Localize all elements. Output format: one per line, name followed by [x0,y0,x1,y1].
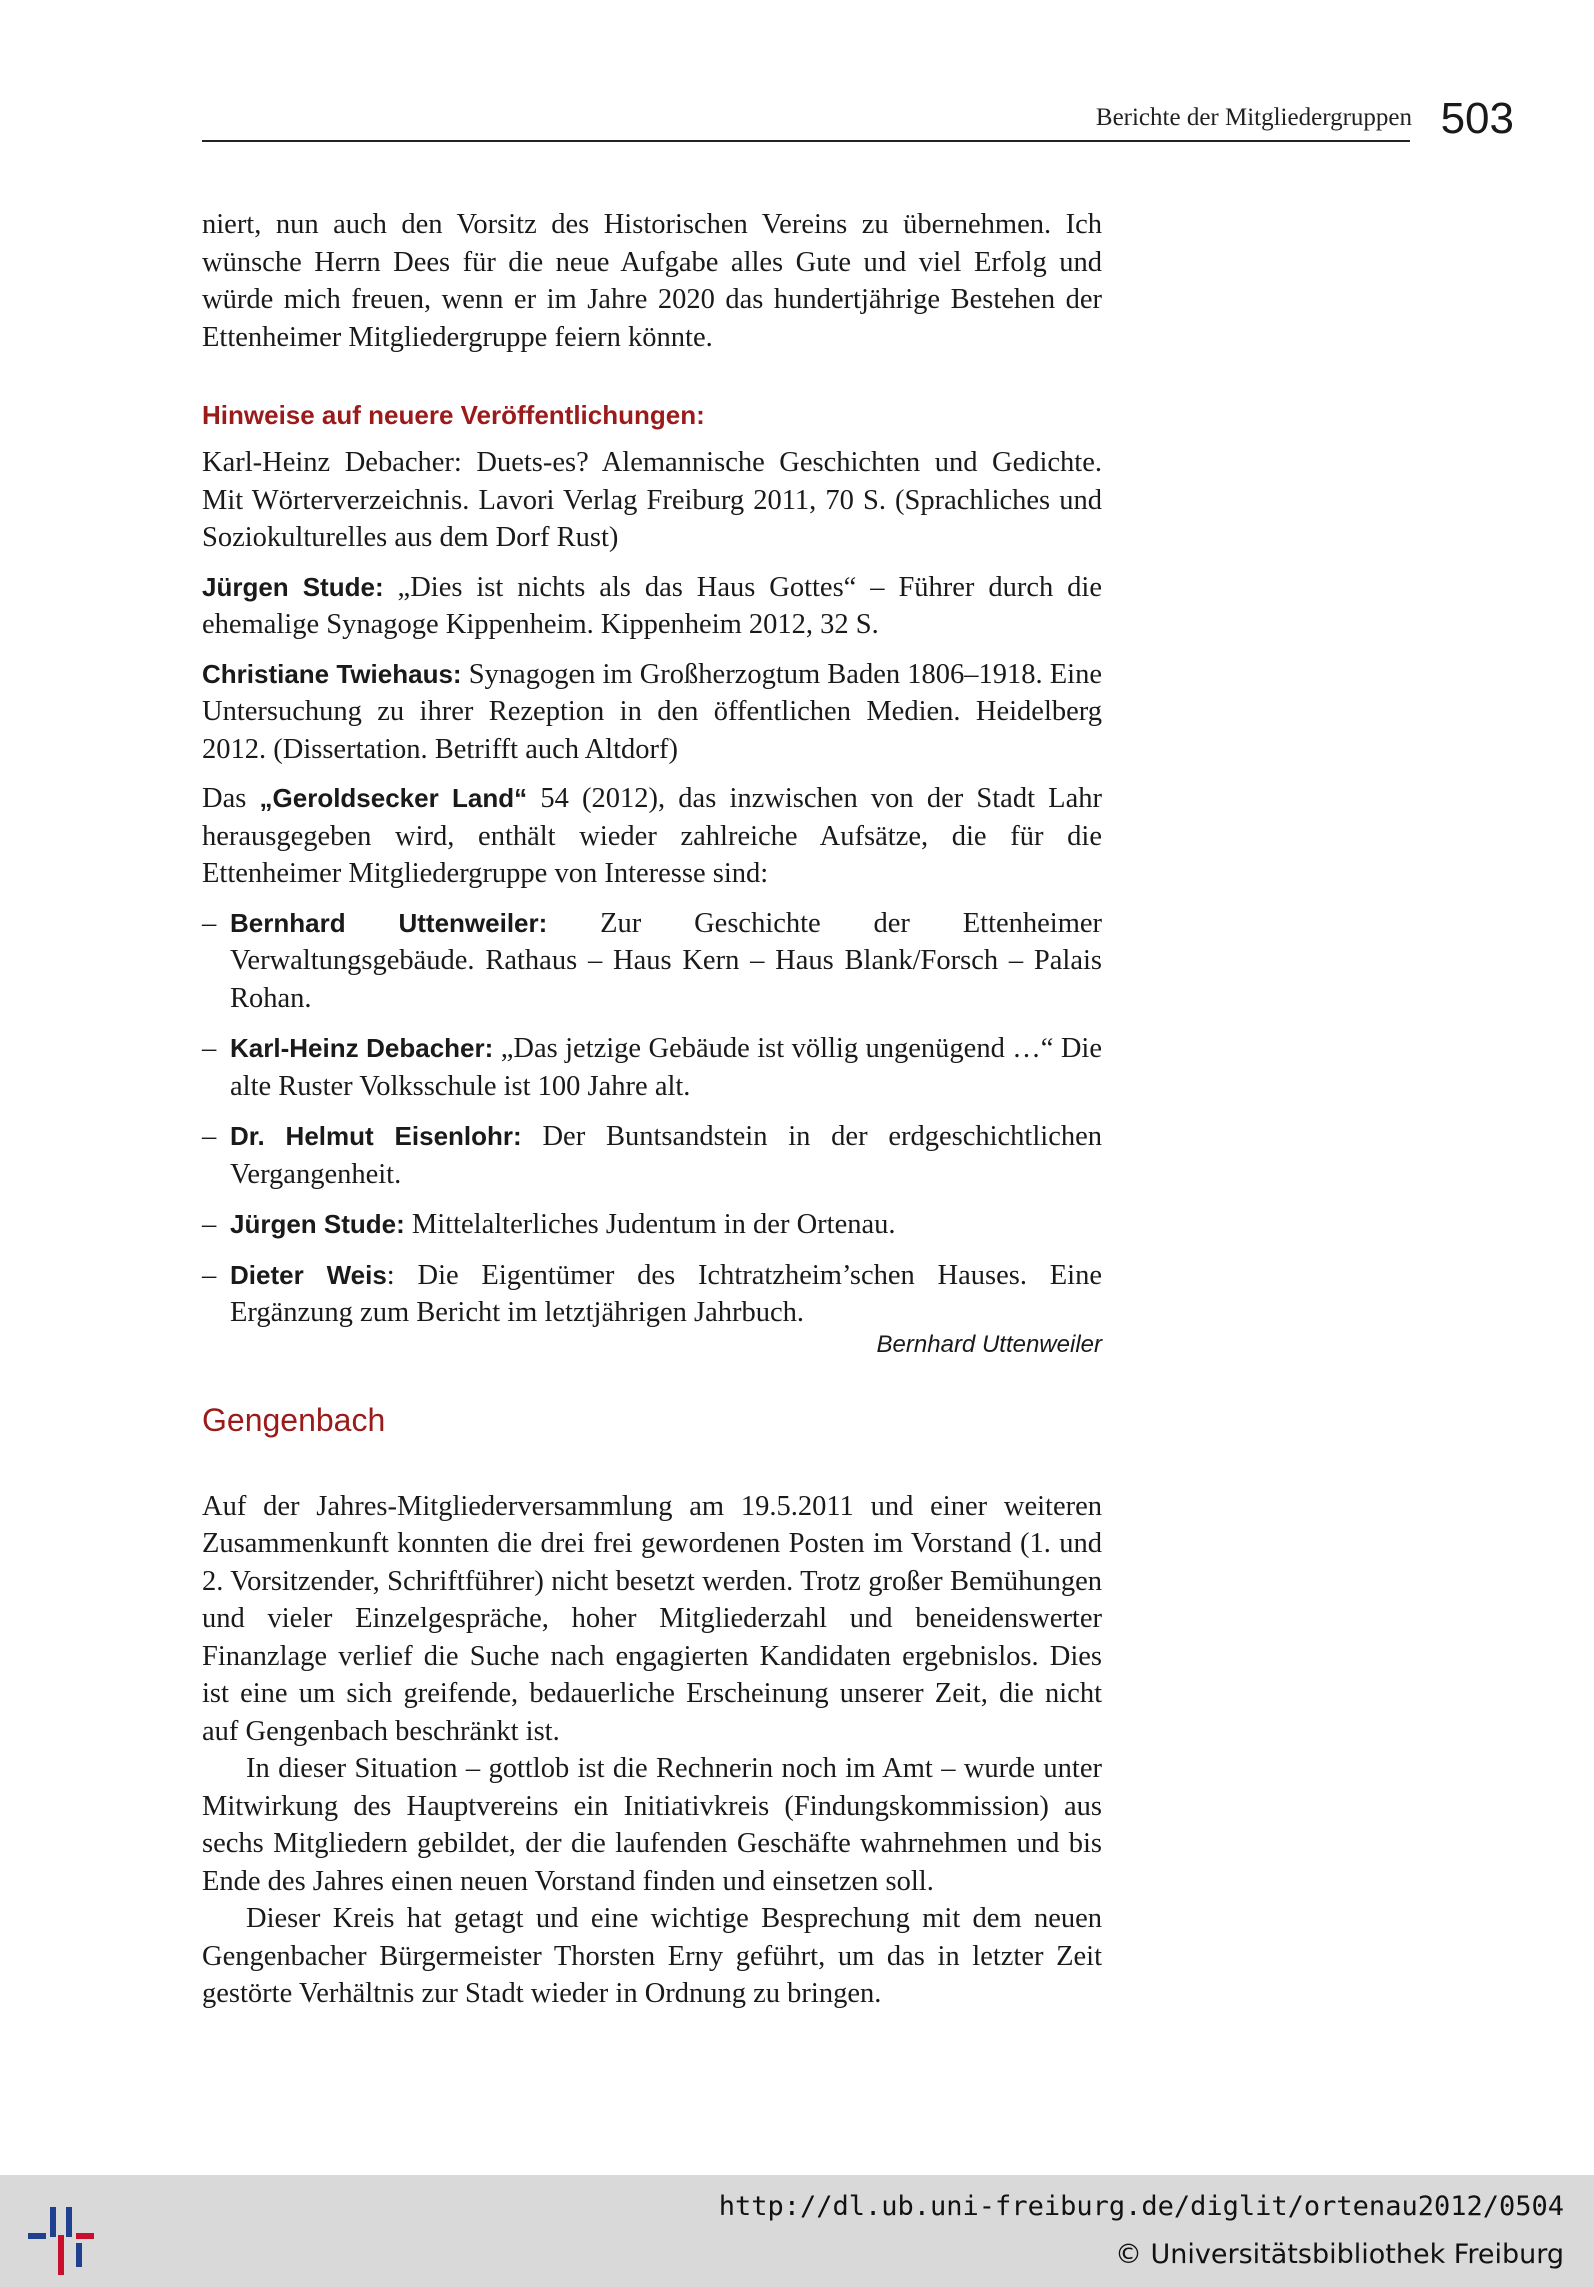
list-author: Dr. Helmut Eisenlohr: [230,1121,522,1151]
geroldsecker-post: 54 (2012), das inzwischen von der Stadt Lahr herausgegeben wird, enthält wieder zahlreiche Aufsätze, die für die Ettenheimer Mitgliedergruppe von Interesse sind: [202,783,1102,889]
publication-entry [202,656,1102,769]
publication-text: Synagogen im Großherzogtum Baden 1806–1918. Eine Untersuchung zu ihrer Rezeption in den öffentlichen Medien. Heidelberg 2012. (Dissertation. Betrifft auch Altdorf) [202,658,1102,765]
body-paragraph: Dieser Kreis hat getagt und eine wichtige Besprechung mit dem neuen Gengenbacher Bürgermeister Thorsten Erny geführt, um das in letzter Zeit gestörte Verhältnis zur Stadt wieder in Ordnung zu bringen. [202,1903,1102,2009]
list-text: „Das jetzige Gebäude ist völlig ungenügend …“ Die alte Ruster Volksschule ist 100 Jahre alt. [230,1033,1102,1102]
footer-copyright: © Universitätsbibliothek Freiburg [1114,2239,1564,2270]
header-rule [202,140,1410,142]
list-text: Der Buntsandstein in der erdgeschichtlichen Vergangenheit. [230,1121,1102,1190]
list-text: Zur Geschichte der Ettenheimer Verwaltungsgebäude. Rathaus – Haus Kern – Haus Blank/Forsch – Palais Rohan. [230,907,1103,1014]
list-author: Karl-Heinz Debacher: [230,1033,494,1063]
running-head: Berichte der Mitgliedergruppen [1095,104,1412,131]
body-paragraph: Auf der Jahres-Mitgliederversammlung am 19.5.2011 und einer weiteren Zusammenkunft konnten die drei frei gewordenen Posten im Vorstand (1. und 2. Vorsitzender, Schriftführer) nicht besetzt werden. Trotz großer Bemühungen und vieler Einzelgespräche, hoher Mitgliederzahl und beneidenswerter Finanzlage verlief die Suche nach engagierten Kandidaten ergebnislos. Dies ist eine um sich greifende, bedauerliche Erscheinung unserer Zeit, die nicht auf Gengenbach beschränkt ist. [202,1490,1102,1747]
list-author: Bernhard Uttenweiler: [230,907,548,938]
publication-text: „Dies ist nichts als das Haus Gottes“ – Führer durch die ehemalige Synagoge Kippenheim. Kippenheim 2012, 32 S. [202,571,1102,640]
list-item [202,1257,1102,1332]
list-item [202,1206,1102,1244]
list-dash: – [202,1259,217,1291]
publication-entry [202,569,1102,644]
list-author: Jürgen Stude: [230,1209,405,1239]
signature: Bernhard Uttenweiler [876,1330,1102,1358]
list-dash: – [202,1033,217,1064]
list-text: : Die Eigentümer des Ichtratzheim’schen Hauses. Eine Ergänzung zum Bericht im letztjährigen Jahrbuch. [230,1259,1102,1328]
intro-paragraph: niert, nun auch den Vorsitz des Historischen Vereins zu übernehmen. Ich wünsche Herrn Dees für die neue Aufgabe alles Gute und viel Erfolg und würde mich freuen, wenn er im Jahre 2020 das hundertjährige Bestehen der Ettenheimer Mitgliedergruppe feiern könnte. [202,209,1102,353]
list-dash: – [202,907,217,939]
list-dash: – [202,1209,217,1240]
footer-url-link[interactable]: http://dl.ub.uni-freiburg.de/diglit/ortenau2012/0504 [718,2191,1564,2222]
page-body [202,206,1102,2013]
list-author: Dieter Weis [230,1259,387,1290]
publication-text: Karl-Heinz Debacher: Duets-es? Alemannische Geschichten und Gedichte. Mit Wörterverzeichnis. Lavori Verlag Freiburg 2011, 70 S. (Sprachliches und Soziokulturelles aus dem Dorf Rust) [202,447,1102,553]
list-dash: – [202,1121,217,1152]
page-header [202,92,1514,152]
page-number: 503 [1440,94,1514,143]
list-item [202,905,1102,1018]
list-text: Mittelalterliches Judentum in der Ortenau. [404,1209,896,1240]
article-list [202,905,1102,1332]
publications-heading: Hinweise auf neuere Veröffentlichungen: [202,400,705,430]
list-item [202,1118,1102,1193]
ub-freiburg-logo-icon [22,2187,102,2277]
publication-entry [202,444,1102,557]
section-heading: Gengenbach [202,1401,386,1438]
publication-author: Jürgen Stude: [202,571,384,602]
geroldsecker-pre: Das [202,783,260,814]
list-item [202,1030,1102,1105]
publication-author: Christiane Twiehaus: [202,658,462,689]
geroldsecker-paragraph [202,780,1102,893]
geroldsecker-title: „Geroldsecker Land“ [259,783,528,813]
body-paragraph: In dieser Situation – gottlob ist die Rechnerin noch im Amt – wurde unter Mitwirkung des Hauptvereins ein Initiativkreis (Findungskommission) aus sechs Mitgliedern gebildet, der die laufenden Geschäfte wahrnehmen und bis Ende des Jahres einen neuen Vorstand finden und einsetzen soll. [202,1753,1102,1897]
footer-bar [0,2175,1594,2287]
